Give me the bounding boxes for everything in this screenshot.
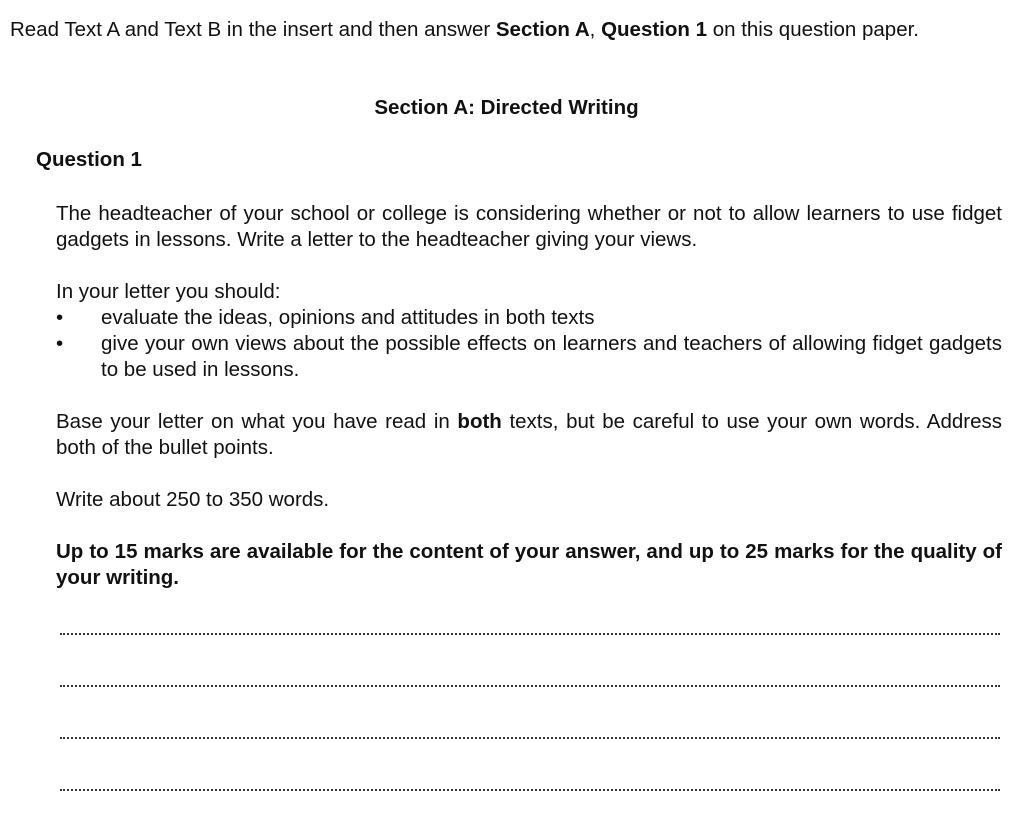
both-emphasis: both [457, 410, 502, 433]
answer-line[interactable] [60, 685, 1000, 687]
question-label: Question 1 [36, 148, 142, 171]
answer-line[interactable] [60, 633, 1000, 635]
instruction-post: on this question paper. [707, 18, 920, 41]
word-count-instruction: Write about 250 to 350 words. [56, 488, 330, 511]
base-instruction-pre: Base your letter on what you have read in [56, 410, 458, 433]
question-reference: Question 1 [601, 18, 708, 41]
answer-line[interactable] [60, 737, 1000, 739]
instruction-comma: , [589, 18, 602, 41]
task-paragraph: The headteacher of your school or college is considering whether or not to allow learners to use fidget gadgets in lessons. Write a letter to the headteacher giving your views. [56, 202, 1002, 251]
base-instruction [56, 409, 1002, 461]
instruction-pre: Read Text A and Text B in the insert and then answer [10, 18, 496, 41]
bullet-text: give your own views about the possible effects on learners and teachers of allowing fidget gadgets to be used in lessons. [101, 332, 1002, 381]
answer-line[interactable] [60, 789, 1000, 791]
marks-information: Up to 15 marks are available for the content of your answer, and up to 25 marks for the quality of your writing. [56, 540, 1002, 589]
guidance-lead: In your letter you should: [56, 280, 281, 303]
base-instruction-post: texts, but be careful to use your own words. Address both of the bullet points. [56, 410, 1002, 459]
bullet-point: • [56, 306, 64, 329]
guidance-bullet-2 [56, 331, 1002, 383]
section-title: Section A: Directed Writing [374, 96, 639, 119]
bullet-point: • [56, 332, 64, 355]
section-reference: Section A [495, 18, 590, 41]
instruction-text [10, 18, 919, 42]
bullet-text: evaluate the ideas, opinions and attitudes in both texts [101, 306, 595, 329]
guidance-bullet-1 [56, 305, 1002, 331]
